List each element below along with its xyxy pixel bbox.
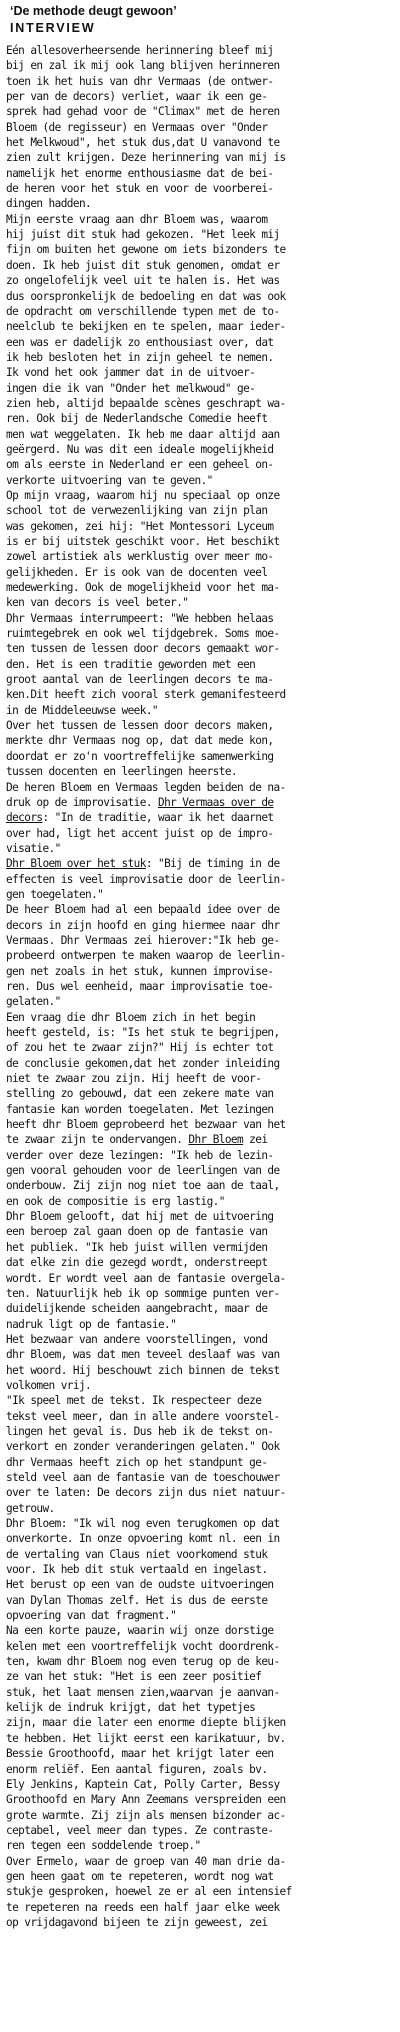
- underlined-phrase: Dhr Bloem: [188, 1133, 244, 1147]
- line-text: de vertaling van Claus niet voorkomend stuk: [6, 1547, 268, 1561]
- article-line: [6, 43, 397, 58]
- line-text: in de Middeleeuwse week.": [6, 703, 158, 717]
- article-line: [6, 1025, 397, 1040]
- line-text: ze van het stuk: "Het is een zeer positief: [6, 1670, 262, 1684]
- line-text: zien heb, altijd bepaalde scènes geschrapt wa-: [6, 396, 286, 410]
- article-line: [6, 1317, 397, 1332]
- line-text: Ely Jenkins, Kaptein Cat, Polly Carter, Bessy: [6, 1777, 280, 1791]
- line-text: Eén allesoverheersende herinnering bleef mij: [6, 44, 274, 57]
- line-text: duidelijkende scheiden aangebracht, maar de: [6, 1302, 268, 1316]
- article-line: [6, 902, 397, 917]
- article-line: [6, 749, 397, 764]
- article-line: [6, 841, 397, 856]
- article-line: [6, 1685, 397, 1700]
- article-line: [6, 1531, 397, 1546]
- line-text: Vermaas. Dhr Vermaas zei hierover:"Ik heb ge-: [6, 933, 280, 947]
- article-line: [6, 964, 397, 979]
- underlined-phrase: decors: [6, 811, 43, 825]
- line-text: De heren Bloem en Vermaas legden beiden de na-: [6, 780, 286, 794]
- article-line: [6, 1102, 397, 1117]
- line-text: of zou het te zwaar zijn?" Hij is echter tot: [6, 1041, 274, 1055]
- line-text: doordat er zo'n voortreffelijke samenwerking: [6, 749, 274, 763]
- article-line: [6, 58, 397, 73]
- line-text: gen toegelaten.": [6, 887, 104, 901]
- line-text: fantasie kan worden toegelaten. Met lezingen: [6, 1102, 274, 1116]
- article-line: [6, 1838, 397, 1853]
- article-line: [6, 1301, 397, 1316]
- line-text: stelling zo gebouwd, dat een zekere mate van: [6, 1087, 274, 1101]
- article-line: [6, 1884, 397, 1899]
- line-text: te repeteren na reeds een half jaar elke week: [6, 1900, 280, 1914]
- line-text: de opdracht om verschillende typen met de to-: [6, 304, 280, 318]
- article-line: [6, 1163, 397, 1178]
- line-text: kelen met een voortreffelijk vocht doordrenk-: [6, 1639, 280, 1653]
- article-line: [6, 396, 397, 411]
- line-text: op vrijdagavond bijeen te zijn geweest, zei: [6, 1915, 268, 1929]
- article-line: [6, 733, 397, 748]
- line-text: ten. Natuurlijk heb ik op sommige punten ver-: [6, 1286, 280, 1300]
- article-line: [6, 150, 397, 165]
- line-text: ren tegen een soddelende troep.": [6, 1839, 201, 1853]
- article-line: [6, 1715, 397, 1730]
- underlined-phrase: Dhr Vermaas over de: [157, 795, 274, 809]
- line-text: gen heen gaat om te repeteren, wordt nog wat: [6, 1869, 274, 1883]
- line-text: opvoering van dat fragment.": [6, 1609, 177, 1623]
- line-text: den. Het is een traditie geworden met een: [6, 657, 256, 671]
- article-line: [6, 1485, 397, 1500]
- line-text: wordt. Er wordt veel aan de fantasie overgela-: [6, 1271, 286, 1285]
- line-text: namelijk het enorme enthousiasme dat de bei-: [6, 166, 274, 180]
- line-text: niet te zwaar zou zijn. Hij heeft de voor-: [6, 1072, 262, 1086]
- line-text: grote warmte. Zij zijn als mensen bizonder ac-: [6, 1808, 286, 1822]
- line-text: stuk, het laat mensen zien,waarvan je aanvan-: [6, 1685, 280, 1699]
- article-line: [6, 212, 397, 227]
- line-text: van Dylan Thomas zelf. Het is dus de eerste: [6, 1593, 268, 1607]
- article-line: [6, 1224, 397, 1239]
- line-text: kelijk de indruk krijgt, dat het typetjes: [6, 1701, 256, 1715]
- line-text: ten tussen de lessen door decors gemaakt wor-: [6, 642, 280, 656]
- line-text: medewerking. Ook de mogelijkheid voor het ma-: [6, 581, 280, 595]
- line-text: probeerd ontwerpen te maken waarop de leerlin-: [6, 949, 286, 963]
- line-text: Het berust op een van de oudste uitvoeringen: [6, 1578, 274, 1592]
- article-line: [6, 672, 397, 687]
- article-line: [6, 1194, 397, 1209]
- line-text: men wat weggelaten. Ik heb me daar altijd aan: [6, 427, 280, 441]
- article-line: [6, 1669, 397, 1684]
- line-text: het publiek. "Ik heb juist willen vermijden: [6, 1240, 268, 1254]
- article-line: [6, 1854, 397, 1869]
- article-line: [6, 887, 397, 902]
- line-text: dhr Vermaas heeft zich op het standpunt ge-: [6, 1455, 268, 1469]
- article-line: [6, 381, 397, 396]
- article-line: [6, 549, 397, 564]
- line-text: hij juist dit stuk had gekozen. "Het leek mij: [6, 228, 280, 242]
- line-text: neelclub te bekijken en te spelen, maar ieder-: [6, 320, 286, 334]
- article-line: [6, 473, 397, 488]
- line-text: dhr Bloem, was dat men teveel deslaaf was van: [6, 1348, 280, 1362]
- article-line: [6, 1010, 397, 1025]
- article-title: INTERVIEW: [10, 21, 96, 35]
- article-line: [6, 181, 397, 196]
- line-text: volkomen vrij.: [6, 1378, 92, 1392]
- line-text: geërgerd. Nu was dit een ideale mogelijkheid: [6, 442, 274, 456]
- line-text: over had, ligt het accent juist op de impro-: [6, 826, 274, 840]
- article-line: [6, 994, 397, 1009]
- article-body: [6, 43, 397, 1930]
- line-text: ik heb besloten het in zijn geheel te nemen.: [6, 350, 274, 364]
- line-text: gen vooral gehouden voor de leerlingen van de: [6, 1164, 280, 1178]
- article-line: [6, 687, 397, 702]
- article-line: [6, 1439, 397, 1454]
- line-text: De heer Bloem had al een bepaald idee over de: [6, 903, 280, 917]
- article-line: [6, 1363, 397, 1378]
- article-line: [6, 457, 397, 472]
- line-text: was gekomen, zei hij: "Het Montessori Lyceum: [6, 519, 274, 533]
- article-line: [6, 780, 397, 795]
- article-line: [6, 1071, 397, 1086]
- line-text-tail: zei: [243, 1133, 268, 1147]
- article-line: [6, 565, 397, 580]
- article-line: [6, 1654, 397, 1669]
- line-text: over te laten: De decors zijn dus niet natuur-: [6, 1486, 286, 1500]
- article-line: [6, 74, 397, 89]
- article-line: [6, 1332, 397, 1347]
- line-text: visatie.": [6, 841, 61, 855]
- line-text: dus oorspronkelijk de bedoeling en dat was ook: [6, 289, 286, 303]
- line-text: Ik vond het ook jammer dat in de uitvoer-: [6, 366, 256, 380]
- line-text: merkte dhr Vermaas nog op, dat dat mede kon,: [6, 734, 274, 748]
- line-text: is er bij uitstek geschikt voor. Het beschikt: [6, 535, 280, 548]
- article-line: [6, 1240, 397, 1255]
- line-text: Na een korte pauze, waarin wij onze dorstige: [6, 1624, 274, 1638]
- article-line: [6, 289, 397, 304]
- line-text: bij en zal ik mij ook lang blijven herinneren: [6, 59, 280, 73]
- line-text: enorm reliëf. Een aantal figuren, zoals bv.: [6, 1762, 268, 1776]
- line-text: decors in zijn hoofd en ging hiermee naar dhr: [6, 918, 280, 932]
- article-line: [6, 933, 397, 948]
- line-text: lingen het geval is. Dus heb ik de tekst on-: [6, 1424, 274, 1438]
- line-text: sprek had gehad voor de "Climax" met de heren: [6, 105, 280, 119]
- line-text: ren. Ook bij de Nederlandsche Comedie heeft: [6, 412, 268, 426]
- article-line: [6, 1915, 397, 1930]
- line-text: ken van decors is veel beter.": [6, 596, 189, 610]
- article-line: [6, 856, 397, 871]
- article-line: [6, 1393, 397, 1408]
- line-text: ten, kwam dhr Bloem nog even terug op de keu-: [6, 1655, 280, 1669]
- line-text: fijn om buiten het gewone om iets bizonders te: [6, 243, 286, 257]
- article-line: [6, 1117, 397, 1132]
- article-line: [6, 611, 397, 626]
- line-text: doen. Ik heb juist dit stuk genomen, omdat er: [6, 258, 280, 272]
- article-line: [6, 1056, 397, 1071]
- article-line: [6, 657, 397, 672]
- article-line: [6, 1639, 397, 1654]
- article-line: [6, 764, 397, 779]
- article-line: [6, 120, 397, 135]
- line-text: een was er dadelijk zo enthousiast over, dat: [6, 335, 274, 349]
- article-line: [6, 795, 397, 810]
- article-line: [6, 89, 397, 104]
- article-line: [6, 1823, 397, 1838]
- line-text: per van de decors) verliet, waar ik een ge-: [6, 90, 268, 104]
- article-line: [6, 918, 397, 933]
- article-line: [6, 365, 397, 380]
- line-text: toen ik het huis van dhr Vermaas (de ontwer-: [6, 74, 274, 88]
- article-line: [6, 1255, 397, 1270]
- article-line: [6, 1746, 397, 1761]
- line-text: het woord. Hij beschouwt zich binnen de tekst: [6, 1363, 280, 1377]
- article-line: [6, 488, 397, 503]
- article-line: [6, 1808, 397, 1823]
- article-line: [6, 703, 397, 718]
- line-text: Mijn eerste vraag aan dhr Bloem was, waarom: [6, 212, 268, 226]
- line-text: zien zult krijgen. Deze herinnering van mij is: [6, 151, 286, 165]
- article-line: [6, 519, 397, 534]
- line-text: te hebben. Het lijkt eerst een karikatuur, bv.: [6, 1731, 286, 1745]
- line-text: : "In de traditie, waar ik het daarnet: [42, 811, 274, 825]
- article-line: [6, 304, 397, 319]
- article-line: [6, 1148, 397, 1163]
- article-line: [6, 503, 397, 518]
- line-text: "Ik speel met de tekst. Ik respecteer deze: [6, 1394, 262, 1408]
- line-text: verkort en zonder veranderingen gelaten." Ook: [6, 1440, 280, 1454]
- line-text: dat elke zin die gezegd wordt, onderstreept: [6, 1256, 268, 1270]
- article-line: [6, 1516, 397, 1531]
- article-line: [6, 1378, 397, 1393]
- line-text: en ook de compositie is erg lastig.": [6, 1194, 225, 1208]
- line-text: heeft dhr Bloem geprobeerd het bezwaar van het: [6, 1118, 286, 1132]
- line-text: verder over deze lezingen: "Ik heb de lezin-: [6, 1148, 274, 1162]
- article-line: [6, 1178, 397, 1193]
- underlined-phrase: Dhr Bloem over het stuk: [6, 857, 146, 871]
- line-text: tussen docenten en leerlingen heerste.: [6, 765, 238, 779]
- line-text: Over Ermelo, waar de groep van 40 man drie da-: [6, 1854, 286, 1868]
- line-text: school tot de verwezenlijking van zijn plan: [6, 504, 268, 518]
- article-line: [6, 166, 397, 181]
- line-text: nadruk ligt op de fantasie.": [6, 1317, 177, 1331]
- article-line: [6, 1608, 397, 1623]
- article-line: [6, 1409, 397, 1424]
- line-text: Dhr Vermaas interrumpeert: "We hebben helaas: [6, 611, 274, 625]
- article-line: [6, 826, 397, 841]
- article-line: [6, 534, 397, 549]
- line-text: de heren voor het stuk en voor de voorberei-: [6, 182, 274, 196]
- article-line: [6, 196, 397, 211]
- article-line: [6, 580, 397, 595]
- line-text: onverkorte. In onze opvoering komt nl. een in: [6, 1532, 280, 1546]
- line-text: Dhr Bloem: "Ik wil nog even terugkomen op dat: [6, 1517, 280, 1530]
- line-text: gelijkheden. Er is ook van de docenten veel: [6, 565, 268, 579]
- article-line: [6, 1577, 397, 1592]
- article-line: [6, 319, 397, 334]
- article-line: [6, 641, 397, 656]
- article-line: [6, 1562, 397, 1577]
- line-text: Bloem (de regisseur) en Vermaas over "Onder: [6, 120, 268, 134]
- article-line: [6, 1271, 397, 1286]
- article-line: [6, 1762, 397, 1777]
- article-line: [6, 595, 397, 610]
- article-line: [6, 1792, 397, 1807]
- line-text: ren. Dus wel eenheid, maar improvisatie toe-: [6, 979, 274, 993]
- article-line: [6, 1700, 397, 1715]
- article-line: [6, 273, 397, 288]
- article-line: [6, 1731, 397, 1746]
- article-line: [6, 258, 397, 273]
- article-line: [6, 1869, 397, 1884]
- line-text: te zwaar zijn te ondervangen.: [6, 1133, 189, 1147]
- article-line: [6, 1040, 397, 1055]
- line-text: voor. Ik heb dit stuk vertaald en ingelast.: [6, 1563, 268, 1577]
- article-line: [6, 227, 397, 242]
- line-text: : "Bij de timing in de: [145, 857, 280, 871]
- line-text: tekst veel meer, dan in alle andere voorstel-: [6, 1409, 280, 1423]
- line-text: groot aantal van de leerlingen decors te ma-: [6, 673, 274, 687]
- line-text: dingen hadden.: [6, 197, 92, 211]
- article-line: [6, 1470, 397, 1485]
- line-text: Over het tussen de lessen door decors maken,: [6, 719, 274, 733]
- line-text: ceptabel, veel meer dan types. Ze contraste-: [6, 1823, 274, 1837]
- article-line: [6, 350, 397, 365]
- article-line: [6, 442, 397, 457]
- article-line: [6, 242, 397, 257]
- line-text: Het bezwaar van andere voorstellingen, vond: [6, 1332, 268, 1346]
- line-text: effecten is veel improvisatie door de leerlin-: [6, 872, 286, 886]
- line-text: het Melkwoud", het stuk dus,dat U vanavond te: [6, 136, 280, 150]
- article-subtitle: ‘De methode deugt gewoon’: [10, 4, 177, 18]
- line-text: heeft gesteld, is: "Is het stuk te begrijpen,: [6, 1026, 280, 1039]
- article-line: [6, 411, 397, 426]
- line-text: Bessie Groothoofd, maar het krijgt later een: [6, 1747, 274, 1761]
- line-text: onderbouw. Zij zijn nog niet toe aan de taal,: [6, 1179, 280, 1193]
- line-text: Een vraag die dhr Bloem zich in het begin: [6, 1010, 256, 1024]
- article-line: [6, 1501, 397, 1516]
- article-line: [6, 872, 397, 887]
- article-line: [6, 1455, 397, 1470]
- article-line: [6, 810, 397, 825]
- article-line: [6, 104, 397, 119]
- article-line: [6, 335, 397, 350]
- line-text: om als eerste in Nederland er een geheel on-: [6, 458, 274, 472]
- line-text: ken.Dit heeft zich vooral sterk gemanifesteerd: [6, 688, 286, 702]
- line-text: getrouw.: [6, 1501, 55, 1515]
- line-text: druk op de improvisatie.: [6, 795, 158, 809]
- article-line: [6, 1623, 397, 1638]
- line-text: zo ongelofelijk veel uit te halen is. Het was: [6, 274, 280, 288]
- article-line: [6, 1593, 397, 1608]
- line-text: stukje gesproken, hoewel ze er al een intensief: [6, 1885, 292, 1899]
- article-line: [6, 948, 397, 963]
- line-text: Groothoofd en Mary Ann Zeemans verspreiden een: [6, 1793, 286, 1807]
- line-text: de conclusie gekomen,dat het zonder inleiding: [6, 1056, 280, 1070]
- article-line: [6, 1286, 397, 1301]
- article-line: [6, 1086, 397, 1101]
- line-text: Op mijn vraag, waarom hij nu speciaal op onze: [6, 488, 280, 502]
- line-text: ruimtegebrek en ook wel tijdgebrek. Soms moe-: [6, 627, 280, 641]
- article-line: [6, 427, 397, 442]
- line-text: steld veel aan de fantasie van de toeschouwer: [6, 1470, 280, 1484]
- article-line: [6, 1547, 397, 1562]
- article-line: [6, 135, 397, 150]
- line-text: zowel artistiek als werklustig over meer mo-: [6, 550, 274, 564]
- article-line: [6, 1347, 397, 1362]
- article-line: [6, 1209, 397, 1224]
- line-text: Dhr Bloem gelooft, dat hij met de uitvoering: [6, 1210, 274, 1224]
- article-line: [6, 1777, 397, 1792]
- line-text: een beroep zal gaan doen op de fantasie van: [6, 1225, 268, 1239]
- line-text: verkorte uitvoering van te geven.": [6, 473, 213, 487]
- article-line: [6, 626, 397, 641]
- article-line: [6, 979, 397, 994]
- line-text: gelaten.": [6, 995, 61, 1009]
- line-text: zijn, maar die later een enorme diepte blijken: [6, 1716, 286, 1730]
- article-line: [6, 718, 397, 733]
- article-line: [6, 1424, 397, 1439]
- article-line: [6, 1900, 397, 1915]
- line-text: gen net zoals in het stuk, kunnen improvise-: [6, 964, 274, 978]
- line-text: ingen die ik van "Onder het melkwoud" ge-: [6, 381, 256, 395]
- article-line: [6, 1132, 397, 1147]
